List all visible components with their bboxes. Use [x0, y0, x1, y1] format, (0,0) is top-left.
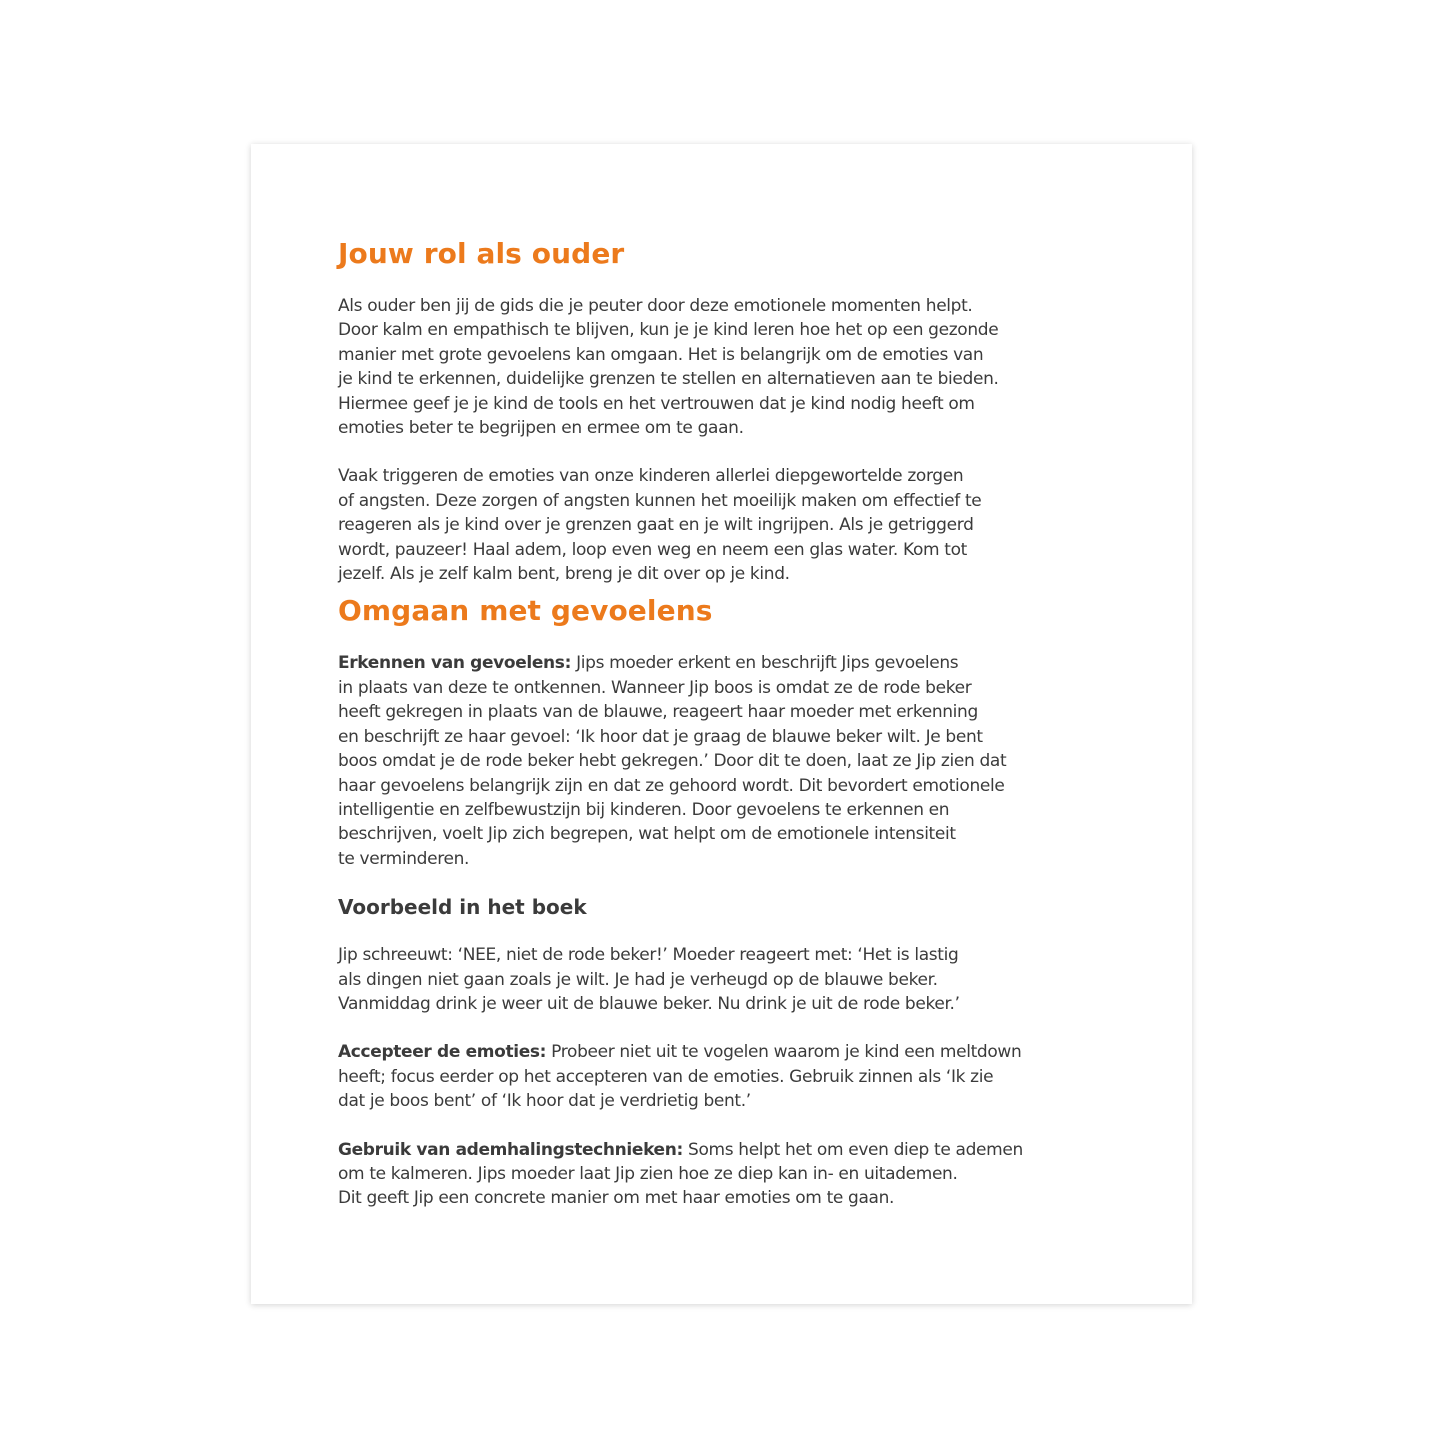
text-line: heeft; focus eerder op het accepteren van de emoties. Gebruik zinnen als ‘Ik zie	[338, 1066, 994, 1087]
text-segment: Jips moeder erkent en beschrijft Jips gevoelens	[571, 653, 959, 674]
text-line: dat je boos bent’ of ‘Ik hoor dat je verdrietig bent.’	[338, 1091, 751, 1112]
text-line: wordt, pauzeer! Haal adem, loop even weg en neem een glas water. Kom tot	[338, 539, 967, 560]
text-line: en beschrijft ze haar gevoel: ‘Ik hoor dat je graag de blauwe beker wilt. Je bent	[338, 726, 983, 747]
document-page	[251, 144, 1192, 1304]
text-line: intelligentie en zelfbewustzijn bij kinderen. Door gevoelens te erkennen en	[338, 799, 950, 820]
text-line: om te kalmeren. Jips moeder laat Jip zien hoe ze diep kan in- en uitademen.	[338, 1163, 958, 1184]
text-segment: Probeer niet uit te vogelen waarom je kind een meltdown	[546, 1042, 1022, 1063]
text-line	[338, 651, 1108, 675]
heading-voorbeeld: Voorbeeld in het boek	[338, 895, 587, 920]
heading-jouw-rol: Jouw rol als ouder	[338, 237, 625, 270]
text-line: boos omdat je de rode beker hebt gekregen.’ Door dit te doen, laat ze Jip zien dat	[338, 751, 1007, 772]
text-line: je kind te erkennen, duidelijke grenzen te stellen en alternatieven aan te bieden.	[338, 369, 999, 390]
text-line: als dingen niet gaan zoals je wilt. Je had je verheugd op de blauwe beker.	[338, 969, 938, 990]
paragraph-voorbeeld	[338, 943, 1108, 1016]
text-line	[338, 1138, 1108, 1162]
text-line: jezelf. Als je zelf kalm bent, breng je dit over op je kind.	[338, 564, 790, 585]
text-line: haar gevoelens belangrijk zijn en dat ze gehoord wordt. Dit bevordert emotionele	[338, 775, 1005, 796]
text-line: emoties beter te begrijpen en ermee om te gaan.	[338, 418, 744, 439]
text-line: Jip schreeuwt: ‘NEE, niet de rode beker!’ Moeder reageert met: ‘Het is lastig	[338, 945, 959, 966]
text-line: Vanmiddag drink je weer uit de blauwe beker. Nu drink je uit de rode beker.’	[338, 993, 960, 1014]
text-line: Hiermee geef je je kind de tools en het vertrouwen dat je kind nodig heeft om	[338, 393, 975, 414]
text-line: Vaak triggeren de emoties van onze kinderen allerlei diepgewortelde zorgen	[338, 466, 964, 487]
text-line: te verminderen.	[338, 848, 470, 869]
text-line: Door kalm en empathisch te blijven, kun je je kind leren hoe het op een gezonde	[338, 320, 999, 341]
page-content	[338, 237, 1108, 1211]
text-line: in plaats van deze te ontkennen. Wanneer Jip boos is omdat ze de rode beker	[338, 677, 972, 698]
paragraph-accepteer	[338, 1040, 1108, 1113]
heading-omgaan-gevoelens: Omgaan met gevoelens	[338, 594, 713, 628]
text-line: beschrijven, voelt Jip zich begrepen, wat helpt om de emotionele intensiteit	[338, 824, 956, 845]
label-accepteer: Accepteer de emoties:	[338, 1042, 547, 1063]
paragraph-rol-ouder	[338, 294, 1108, 440]
paragraph-triggers	[338, 464, 1108, 586]
paragraph-ademhaling	[338, 1138, 1108, 1211]
paragraph-erkennen	[338, 651, 1108, 871]
text-line: reageren als je kind over je grenzen gaat en je wilt ingrijpen. Als je getriggerd	[338, 515, 974, 536]
text-line: manier met grote gevoelens kan omgaan. Het is belangrijk om de emoties van	[338, 344, 984, 365]
text-line: Dit geeft Jip een concrete manier om met haar emoties om te gaan.	[338, 1188, 895, 1209]
text-line	[338, 1040, 1108, 1064]
text-line: Als ouder ben jij de gids die je peuter door deze emotionele momenten helpt.	[338, 296, 973, 316]
text-line: of angsten. Deze zorgen of angsten kunnen het moeilijk maken om effectief te	[338, 490, 982, 511]
label-ademhaling: Gebruik van ademhalingstechnieken:	[338, 1139, 683, 1160]
label-erkennen: Erkennen van gevoelens:	[338, 653, 572, 674]
text-line: heeft gekregen in plaats van de blauwe, reageert haar moeder met erkenning	[338, 702, 978, 723]
text-segment: Soms helpt het om even diep te ademen	[682, 1139, 1023, 1160]
